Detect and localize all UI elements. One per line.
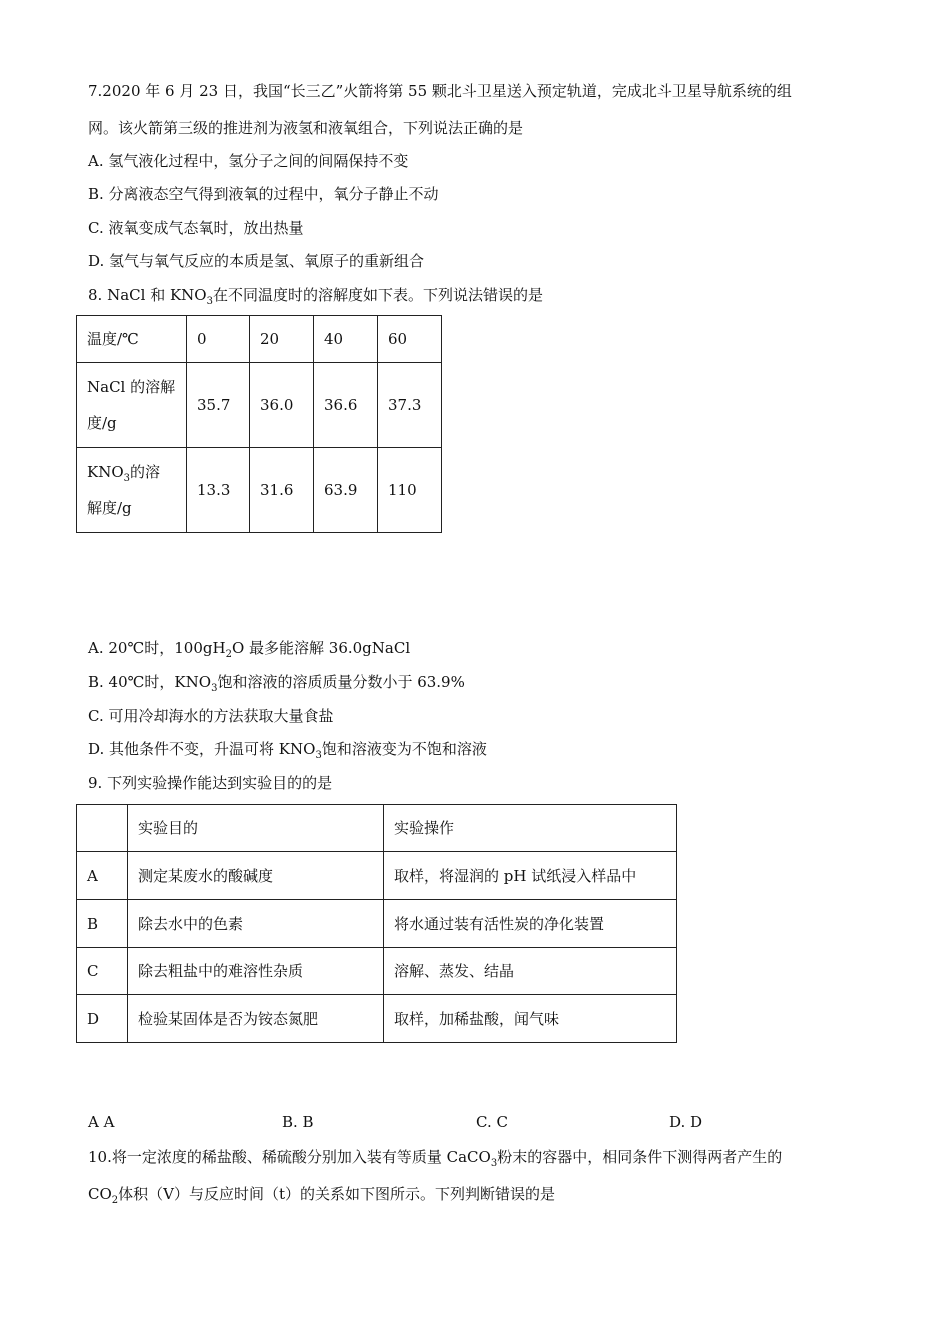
- table-cell: C: [77, 948, 128, 995]
- table-cell: B: [77, 900, 128, 948]
- table-cell: 实验目的: [128, 805, 384, 852]
- table-row: [77, 363, 442, 448]
- table-row: [77, 316, 442, 363]
- q10-stem-line1: 10.将一定浓度的稀盐酸、稀硫酸分别加入装有等质量 CaCO$_3$粉末的容器中，相同条件下测得两者产生的: [88, 1148, 783, 1169]
- q10-stem-line2: $CO_2$体积（V）与反应时间（t）的关系如下图所示。下列判断错误的是: [88, 1185, 556, 1206]
- q8-option-b: B. 40℃时，$KNO_3$饱和溶液的溶质质量分数小于 63.9%: [88, 673, 465, 694]
- table-cell: 取样，将湿润的 pH 试纸浸入样品中: [384, 852, 677, 900]
- table-cell: 取样，加稀盐酸，闻气味: [384, 995, 677, 1043]
- table-cell: 实验操作: [384, 805, 677, 852]
- nacl-label-cont: 度/g: [87, 414, 117, 432]
- table-row: [77, 995, 677, 1043]
- experiment-table: [76, 804, 677, 1043]
- q8-option-a: A. 20℃时，$100gH_2O$ 最多能溶解 36.0gNaCl: [88, 639, 411, 660]
- table-cell: 检验某固体是否为铵态氮肥: [128, 995, 384, 1043]
- table-cell: 31.6: [250, 448, 314, 533]
- kno3-label-cont: 解度/g: [87, 499, 132, 517]
- table-cell: 40: [314, 316, 378, 363]
- q7-option-b: B. 分离液态空气得到液氧的过程中，氧分子静止不动: [88, 185, 439, 203]
- q9-stem: 9. 下列实验操作能达到实验目的的是: [88, 774, 333, 792]
- table-row: [77, 900, 677, 948]
- table-row: [77, 852, 677, 900]
- table-cell: 测定某废水的酸碱度: [128, 852, 384, 900]
- q8-stem: 8. NaCl 和 $KNO_3$在不同温度时的溶解度如下表。下列说法错误的是: [88, 286, 543, 307]
- table-cell: 13.3: [187, 448, 250, 533]
- table-cell: 除去水中的色素: [128, 900, 384, 948]
- q7-stem-line1: 7.2020 年 6 月 23 日，我国“长三乙”火箭将第 55 颗北斗卫星送入预定轨道，完成北斗卫星导航系统的组: [88, 82, 792, 100]
- table-cell: D: [77, 995, 128, 1043]
- q8-option-d: D. 其他条件不变，升温可将 $KNO_3$饱和溶液变为不饱和溶液: [88, 740, 487, 761]
- table-row: [77, 948, 677, 995]
- table-cell: 110: [378, 448, 442, 533]
- table-cell: [77, 448, 187, 533]
- table-cell: [77, 363, 187, 448]
- table-cell: 除去粗盐中的难溶性杂质: [128, 948, 384, 995]
- table-cell: 将水通过装有活性炭的净化装置: [384, 900, 677, 948]
- q8-option-c: C. 可用冷却海水的方法获取大量食盐: [88, 707, 334, 725]
- q9-answer-b: B. B: [282, 1113, 314, 1131]
- q9-answer-c: C. C: [476, 1113, 508, 1131]
- q7-stem-line2: 网。该火箭第三级的推进剂为液氢和液氧组合，下列说法正确的是: [88, 119, 524, 137]
- table-cell: 20: [250, 316, 314, 363]
- table-cell: 35.7: [187, 363, 250, 448]
- table-cell: A: [77, 852, 128, 900]
- table-cell: 0: [187, 316, 250, 363]
- q9-answer-a: A A: [88, 1113, 115, 1131]
- table-cell: 溶解、蒸发、结晶: [384, 948, 677, 995]
- table-cell: 60: [378, 316, 442, 363]
- solubility-table: [76, 315, 442, 533]
- table-cell: 36.0: [250, 363, 314, 448]
- q9-answer-d: D. D: [669, 1113, 703, 1131]
- nacl-label: NaCl 的溶解: [87, 378, 176, 396]
- table-cell: 36.6: [314, 363, 378, 448]
- q7-option-c: C. 液氧变成气态氧时，放出热量: [88, 219, 304, 237]
- table-row: [77, 448, 442, 533]
- table-cell: 温度/℃: [77, 316, 187, 363]
- table-cell: 63.9: [314, 448, 378, 533]
- table-row: [77, 805, 677, 852]
- table-cell: 37.3: [378, 363, 442, 448]
- q7-option-a: A. 氢气液化过程中，氢分子之间的间隔保持不变: [88, 152, 409, 170]
- q7-option-d: D. 氢气与氧气反应的本质是氢、氧原子的重新组合: [88, 252, 425, 270]
- table-cell: [77, 805, 128, 852]
- kno3-label: $KNO_3$的溶: [87, 463, 161, 484]
